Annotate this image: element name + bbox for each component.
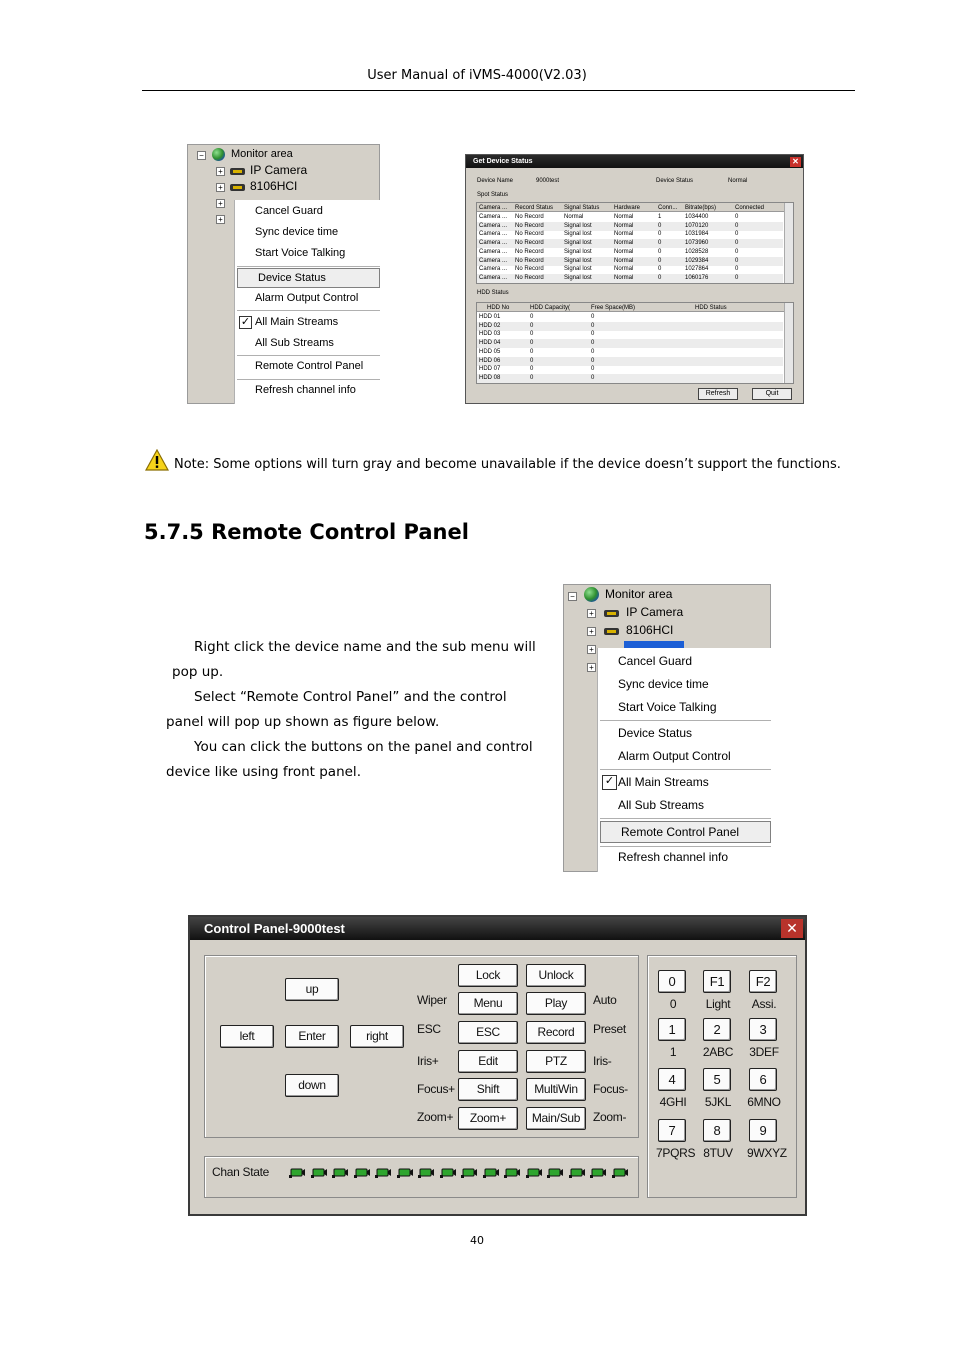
play-button[interactable]: Play [526, 992, 586, 1015]
menu-all-main-streams[interactable]: All Main Streams [255, 316, 339, 328]
camera-state-icon [288, 1167, 306, 1179]
table-cell: Normal [564, 214, 584, 220]
table-cell: 1070120 [685, 222, 709, 229]
table-cell: Signal lost [564, 222, 592, 229]
table-cell: 0 [530, 357, 534, 364]
keypad-key-sublabel: 1 [669, 1045, 677, 1059]
menu-start-voice-talking[interactable]: Start Voice Talking [618, 700, 717, 714]
table-cell: 0 [591, 331, 595, 338]
unlock-button[interactable]: Unlock [526, 964, 586, 987]
tree-node-8106hci[interactable]: 8106HCI [250, 179, 298, 193]
globe-icon [212, 148, 225, 161]
keypad-key[interactable]: 6 [749, 1068, 777, 1091]
menu-separator [600, 720, 771, 721]
hdd-status-table [476, 302, 794, 384]
keypad-key[interactable]: 4 [658, 1068, 686, 1091]
menu-cancel-guard[interactable]: Cancel Guard [255, 205, 323, 217]
label-auto: Auto [593, 993, 617, 1007]
camera-state-icon [611, 1167, 629, 1179]
close-icon[interactable]: ✕ [781, 919, 803, 938]
note-text: Note: Some options will turn gray and become unavailable if the device doesn’t support the functions. [174, 457, 841, 472]
ptz-button[interactable]: PTZ [526, 1050, 586, 1073]
expand-icon[interactable]: + [587, 645, 596, 654]
body-line: pop up. [172, 664, 224, 680]
tree-context-menu-figure-large [563, 584, 771, 872]
table-cell: 0 [591, 374, 595, 381]
menu-cancel-guard[interactable]: Cancel Guard [618, 654, 693, 668]
label-preset: Preset [593, 1022, 626, 1036]
menu-sync-device-time[interactable]: Sync device time [255, 226, 339, 238]
table-cell: 0 [735, 222, 739, 229]
keypad-key-sublabel: 8TUV [703, 1146, 733, 1160]
camera-state-icon [460, 1167, 478, 1179]
table-cell: Camera ... [479, 257, 508, 264]
scrollbar[interactable] [784, 203, 793, 283]
table-cell: Camera ... [479, 231, 508, 238]
menu-separator [237, 266, 380, 267]
camera-state-icon [331, 1167, 349, 1179]
table-cell: Camera ... [479, 266, 508, 273]
table-cell: HDD 03 [479, 331, 501, 338]
table-cell: Normal [614, 214, 634, 220]
device-status-label: Device Status [656, 178, 694, 184]
table-cell: 0 [530, 366, 534, 373]
column-header[interactable]: Free Space(MB) [591, 305, 636, 311]
table-cell: Normal [614, 257, 634, 264]
table-cell: 0 [530, 374, 534, 381]
table-cell: 1 [658, 214, 662, 220]
table-row[interactable] [477, 257, 783, 266]
label-zoom-minus: Zoom- [593, 1110, 627, 1124]
globe-icon [584, 587, 599, 602]
camera-state-icon [439, 1167, 457, 1179]
table-cell: 1034400 [685, 214, 709, 220]
keypad-key-sublabel: 2ABC [702, 1045, 734, 1059]
table-cell: Signal lost [564, 231, 592, 238]
menu-alarm-output-control[interactable]: Alarm Output Control [255, 292, 359, 304]
table-cell: No Record [515, 240, 544, 247]
expand-icon[interactable]: + [216, 183, 225, 192]
keypad-key[interactable]: F2 [749, 970, 777, 993]
column-header[interactable]: HDD No [487, 305, 510, 311]
device-icon [604, 628, 619, 635]
table-cell: Normal [614, 266, 634, 273]
main-sub-button[interactable]: Main/Sub [526, 1107, 586, 1130]
table-cell: Camera ... [479, 274, 508, 281]
body-line: Select “Remote Control Panel” and the control [194, 689, 507, 705]
device-icon [230, 184, 245, 191]
record-button[interactable]: Record [526, 1021, 586, 1044]
table-cell: 1031984 [685, 231, 709, 238]
table-cell: Camera ... [479, 214, 508, 220]
device-name-label: Device Name [477, 178, 514, 184]
label-wiper: Wiper [417, 993, 447, 1007]
table-cell: 1028528 [685, 248, 709, 255]
table-cell: 0 [591, 322, 595, 329]
spot-status-label: Spot Status [477, 192, 509, 198]
menu-button[interactable]: Menu [458, 992, 518, 1015]
table-cell: Normal [614, 240, 634, 247]
table-cell: 0 [530, 331, 534, 338]
column-header[interactable]: Connected [735, 205, 765, 211]
column-header[interactable]: Hardware [614, 205, 641, 211]
section-title: 5.7.5 Remote Control Panel [144, 520, 469, 544]
menu-sync-device-time[interactable]: Sync device time [618, 677, 709, 691]
table-cell: Normal [614, 274, 634, 281]
zoom-plus-button[interactable]: Zoom+ [458, 1107, 518, 1130]
tree-root-label[interactable]: Monitor area [231, 148, 293, 160]
camera-state-icon [525, 1167, 543, 1179]
column-header[interactable]: Conn... [658, 205, 678, 211]
table-row[interactable] [477, 230, 783, 239]
tree-context-menu-figure-small [187, 144, 380, 404]
device-status-value: Normal [728, 178, 748, 184]
context-menu [234, 200, 380, 404]
table-row[interactable] [477, 322, 783, 331]
table-cell: HDD 06 [479, 357, 501, 364]
table-cell: 1073960 [685, 240, 709, 247]
table-cell: 0 [658, 266, 662, 273]
column-header[interactable]: Camera ... [479, 205, 508, 211]
table-cell: 0 [530, 348, 534, 355]
table-cell: Camera ... [479, 222, 508, 229]
table-cell: No Record [515, 274, 544, 281]
keypad-key[interactable]: 1 [658, 1018, 686, 1041]
table-cell: 0 [658, 231, 662, 238]
table-cell: 0 [591, 348, 595, 355]
table-cell: No Record [515, 248, 544, 255]
keypad-key-sublabel: 5JKL [704, 1095, 732, 1109]
table-cell: HDD 01 [479, 314, 501, 320]
table-cell: HDD 07 [479, 366, 501, 373]
tree-root-label[interactable]: Monitor area [605, 587, 673, 601]
table-cell: 0 [735, 257, 739, 264]
keypad-key-sublabel: 4GHI [659, 1095, 687, 1109]
device-status-window [465, 154, 804, 404]
table-cell: Camera ... [479, 240, 508, 247]
table-cell: 0 [735, 274, 739, 281]
column-header[interactable]: HDD Capacity( [530, 305, 571, 311]
table-cell: 0 [530, 322, 534, 329]
tree-node-ip-camera[interactable]: IP Camera [626, 605, 684, 619]
table-row[interactable] [477, 330, 783, 339]
menu-refresh-channel-info[interactable]: Refresh channel info [618, 850, 729, 864]
table-row[interactable] [477, 365, 783, 374]
control-panel-title: Control Panel-9000test [190, 917, 805, 940]
camera-state-icon [546, 1167, 564, 1179]
table-cell: 0 [591, 366, 595, 373]
menu-all-main-streams[interactable]: All Main Streams [618, 775, 709, 789]
table-cell: 1029384 [685, 257, 709, 264]
table-cell: 0 [735, 240, 739, 247]
table-cell: 0 [658, 248, 662, 255]
up-button[interactable]: up [285, 978, 339, 1001]
menu-separator [600, 769, 771, 770]
checkmark-icon: ✓ [240, 316, 251, 328]
menu-remote-control-panel[interactable]: Remote Control Panel [600, 821, 771, 843]
table-cell: Normal [614, 222, 634, 229]
multiwin-button[interactable]: MultiWin [526, 1078, 586, 1101]
device-icon [230, 168, 245, 175]
table-cell: 1027864 [685, 266, 709, 273]
column-header[interactable]: Bitrate(bps) [685, 205, 717, 211]
table-row[interactable] [477, 265, 783, 274]
expand-icon[interactable]: + [216, 199, 225, 208]
table-cell: Signal lost [564, 248, 592, 255]
menu-separator [237, 355, 380, 356]
esc-button[interactable]: ESC [458, 1021, 518, 1044]
keypad-key-sublabel: 9WXYZ [747, 1146, 787, 1160]
label-zoom-plus: Zoom+ [417, 1110, 454, 1124]
keypad-key[interactable]: 5 [703, 1068, 731, 1091]
enter-button[interactable]: Enter [285, 1025, 339, 1048]
camera-state-icon [396, 1167, 414, 1179]
table-cell: 0 [591, 357, 595, 364]
label-focus-minus: Focus- [593, 1082, 628, 1096]
menu-all-sub-streams[interactable]: All Sub Streams [618, 798, 705, 812]
quit-button[interactable]: Quit [752, 388, 792, 400]
table-cell: No Record [515, 266, 544, 273]
table-row[interactable] [477, 357, 783, 366]
table-row[interactable] [477, 374, 783, 383]
table-cell: 0 [591, 340, 595, 347]
device-name-value: 9000test [536, 178, 560, 184]
expand-icon[interactable]: + [587, 627, 596, 636]
table-cell: HDD 02 [479, 322, 501, 329]
spot-status-table [476, 202, 794, 284]
context-menu [597, 648, 771, 872]
label-iris-minus: Iris- [593, 1054, 612, 1068]
keypad-key[interactable]: 9 [749, 1119, 777, 1142]
device-icon [604, 610, 619, 617]
keypad-key-sublabel: 3DEF [749, 1045, 779, 1059]
table-cell: 0 [591, 314, 595, 320]
menu-remote-control-panel[interactable]: Remote Control Panel [255, 360, 364, 372]
table-cell: Normal [614, 231, 634, 238]
keypad-key-sublabel: Light [705, 997, 731, 1011]
selected-node-highlight[interactable] [624, 641, 684, 648]
menu-separator [600, 846, 771, 847]
menu-device-status[interactable]: Device Status [237, 268, 380, 288]
hdd-status-label: HDD Status [477, 290, 509, 296]
table-cell: 0 [735, 231, 739, 238]
table-row[interactable] [477, 213, 783, 222]
table-row[interactable] [477, 222, 783, 231]
shift-button[interactable]: Shift [458, 1078, 518, 1101]
table-cell: 0 [658, 257, 662, 264]
camera-state-icon [482, 1167, 500, 1179]
column-header[interactable]: Signal Status [564, 205, 600, 211]
expand-icon[interactable]: + [216, 215, 225, 224]
column-header[interactable]: Record Status [515, 205, 554, 211]
table-cell: Signal lost [564, 240, 592, 247]
lock-button[interactable]: Lock [458, 964, 518, 987]
keypad-key[interactable]: 8 [703, 1119, 731, 1142]
keypad-key-sublabel: 7PQRS [656, 1146, 696, 1160]
edit-button[interactable]: Edit [458, 1050, 518, 1073]
body-line: panel will pop up shown as figure below. [166, 714, 440, 730]
camera-state-icon [417, 1167, 435, 1179]
scrollbar[interactable] [784, 303, 793, 383]
keypad-key[interactable]: 3 [749, 1018, 777, 1041]
tree-node-ip-camera[interactable]: IP Camera [250, 163, 308, 177]
keypad-key-sublabel: 6MNO [747, 1095, 781, 1109]
keypad-key[interactable]: 0 [658, 970, 686, 993]
table-cell: No Record [515, 257, 544, 264]
table-cell: 0 [735, 266, 739, 273]
table-row[interactable] [477, 248, 783, 257]
menu-alarm-output-control[interactable]: Alarm Output Control [618, 749, 731, 763]
table-cell: 0 [658, 274, 662, 281]
checkmark-icon: ✓ [602, 775, 617, 790]
expand-icon[interactable]: + [587, 663, 596, 672]
camera-state-icon [353, 1167, 371, 1179]
body-line: Right click the device name and the sub menu will [194, 639, 536, 655]
chan-state-label: Chan State [212, 1165, 270, 1179]
menu-refresh-channel-info[interactable]: Refresh channel info [255, 384, 356, 396]
refresh-button[interactable]: Refresh [698, 388, 738, 400]
camera-state-icon [568, 1167, 586, 1179]
warning-icon [145, 449, 169, 471]
table-cell: Signal lost [564, 257, 592, 264]
camera-state-icon [374, 1167, 392, 1179]
table-cell: No Record [515, 214, 544, 220]
table-cell: No Record [515, 222, 544, 229]
page-header: User Manual of iVMS-4000(V2.03) [367, 68, 587, 83]
table-cell: 0 [530, 314, 534, 320]
table-row[interactable] [477, 239, 783, 248]
table-cell: Normal [614, 248, 634, 255]
table-cell: 0 [658, 222, 662, 229]
keypad-key-sublabel: 0 [669, 997, 677, 1011]
table-cell: 0 [735, 248, 739, 255]
close-icon[interactable]: ✕ [790, 157, 801, 167]
table-cell: Signal lost [564, 266, 592, 273]
control-panel-window [188, 915, 807, 1216]
menu-all-sub-streams[interactable]: All Sub Streams [255, 337, 334, 349]
table-cell: HDD 05 [479, 348, 501, 355]
camera-state-icon [310, 1167, 328, 1179]
table-cell: No Record [515, 231, 544, 238]
down-button[interactable]: down [285, 1074, 339, 1097]
body-line: device like using front panel. [166, 764, 361, 780]
expand-icon[interactable]: + [216, 167, 225, 176]
table-cell: 1060176 [685, 274, 709, 281]
right-button[interactable]: right [350, 1025, 404, 1048]
column-header[interactable]: HDD Status [695, 305, 727, 311]
collapse-icon[interactable]: − [197, 151, 206, 160]
table-row[interactable] [477, 348, 783, 357]
table-cell: 0 [658, 240, 662, 247]
label-iris-plus: Iris+ [417, 1054, 439, 1068]
table-cell: HDD 08 [479, 374, 501, 381]
table-row[interactable] [477, 339, 783, 348]
menu-separator [600, 818, 771, 819]
page-number: 40 [470, 1234, 484, 1247]
window-title: Get Device Status [466, 155, 803, 168]
body-line: You can click the buttons on the panel and control [194, 739, 533, 755]
label-esc: ESC [417, 1022, 441, 1036]
table-cell: 0 [735, 214, 739, 220]
camera-state-icon [503, 1167, 521, 1179]
table-row[interactable] [477, 313, 783, 322]
keypad-key[interactable]: 7 [658, 1119, 686, 1142]
keypad-key[interactable]: 2 [703, 1018, 731, 1041]
header-divider [142, 90, 855, 91]
collapse-icon[interactable]: − [568, 592, 577, 601]
menu-separator [237, 310, 380, 311]
left-button[interactable]: left [220, 1025, 274, 1048]
menu-start-voice-talking[interactable]: Start Voice Talking [255, 247, 346, 259]
keypad-key[interactable]: F1 [703, 970, 731, 993]
table-cell: Signal lost [564, 274, 592, 281]
keypad-key-sublabel: Assi. [751, 997, 777, 1011]
table-cell: Camera ... [479, 248, 508, 255]
tree-node-8106hci[interactable]: 8106HCI [626, 623, 674, 637]
table-row[interactable] [477, 274, 783, 283]
camera-state-icon [589, 1167, 607, 1179]
label-focus-plus: Focus+ [417, 1082, 455, 1096]
menu-separator [237, 379, 380, 380]
expand-icon[interactable]: + [587, 609, 596, 618]
table-cell: HDD 04 [479, 340, 501, 347]
menu-device-status[interactable]: Device Status [618, 726, 693, 740]
table-cell: 0 [530, 340, 534, 347]
